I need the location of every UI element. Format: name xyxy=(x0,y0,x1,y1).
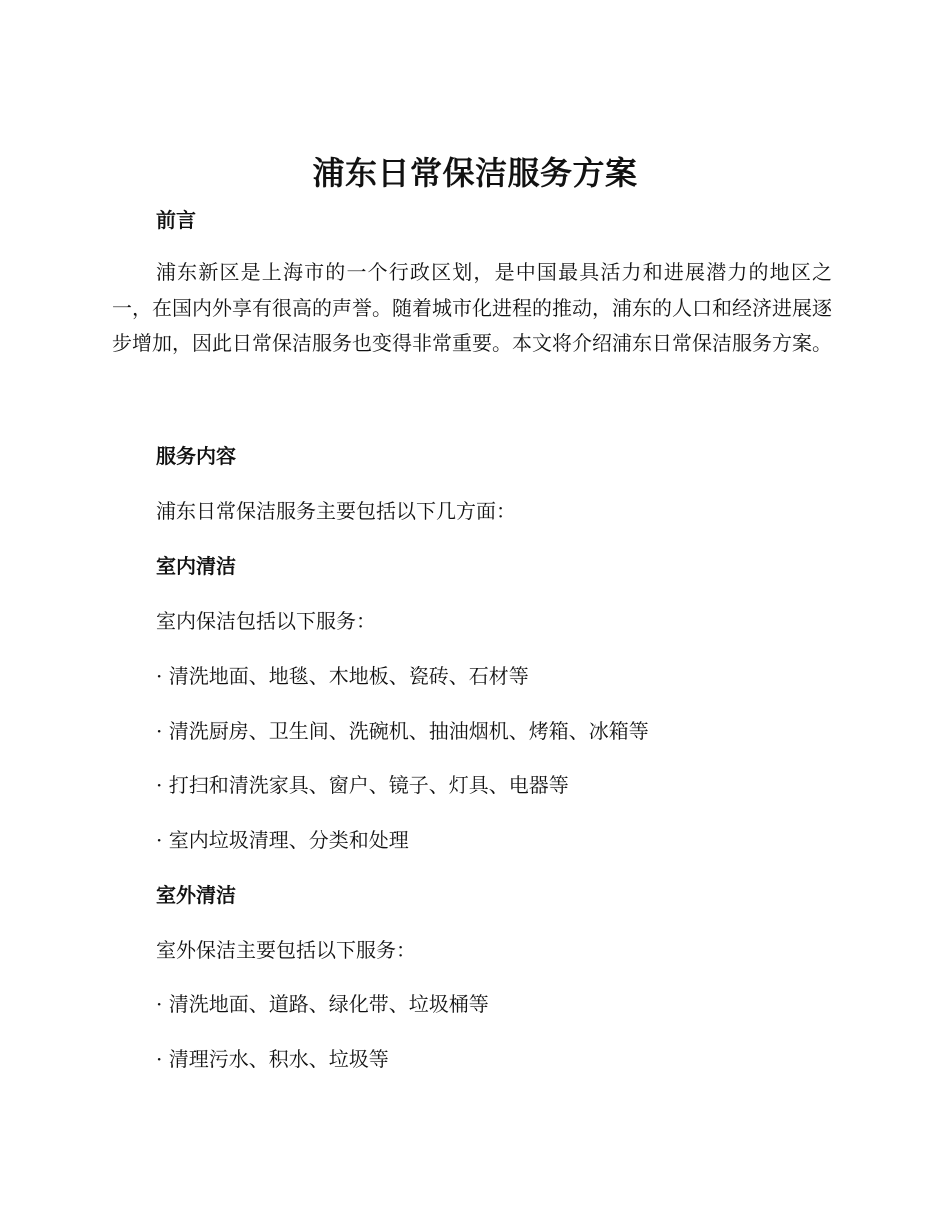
list-item: · 打扫和清洗家具、窗户、镜子、灯具、电器等 xyxy=(156,773,569,797)
list-item: · 清洗地面、道路、绿化带、垃圾桶等 xyxy=(156,992,489,1016)
list-item: · 清洗厨房、卫生间、洗碗机、抽油烟机、烤箱、冰箱等 xyxy=(156,719,649,743)
service-content-intro: 浦东日常保洁服务主要包括以下几方面： xyxy=(156,499,516,523)
document-title: 浦东日常保洁服务方案 xyxy=(312,154,638,192)
section-heading-service-content: 服务内容 xyxy=(156,444,236,468)
section-heading-outdoor: 室外清洁 xyxy=(156,883,236,907)
list-item: · 清理污水、积水、垃圾等 xyxy=(156,1047,389,1071)
list-item: · 清洗地面、地毯、木地板、瓷砖、石材等 xyxy=(156,664,529,688)
indoor-intro: 室内保洁包括以下服务： xyxy=(156,609,376,633)
section-heading-indoor: 室内清洁 xyxy=(156,554,236,578)
section-heading-preface: 前言 xyxy=(156,208,196,232)
list-item: · 室内垃圾清理、分类和处理 xyxy=(156,828,409,852)
outdoor-intro: 室外保洁主要包括以下服务： xyxy=(156,938,416,962)
preface-paragraph: 浦东新区是上海市的一个行政区划，是中国最具活力和进展潜力的地区之一，在国内外享有很高的声誉。随着城市化进程的推动，浦东的人口和经济进展逐步增加，因此日常保洁服务也变得非常重要。本文将介绍浦东日常保洁服务方案。 xyxy=(112,260,832,355)
